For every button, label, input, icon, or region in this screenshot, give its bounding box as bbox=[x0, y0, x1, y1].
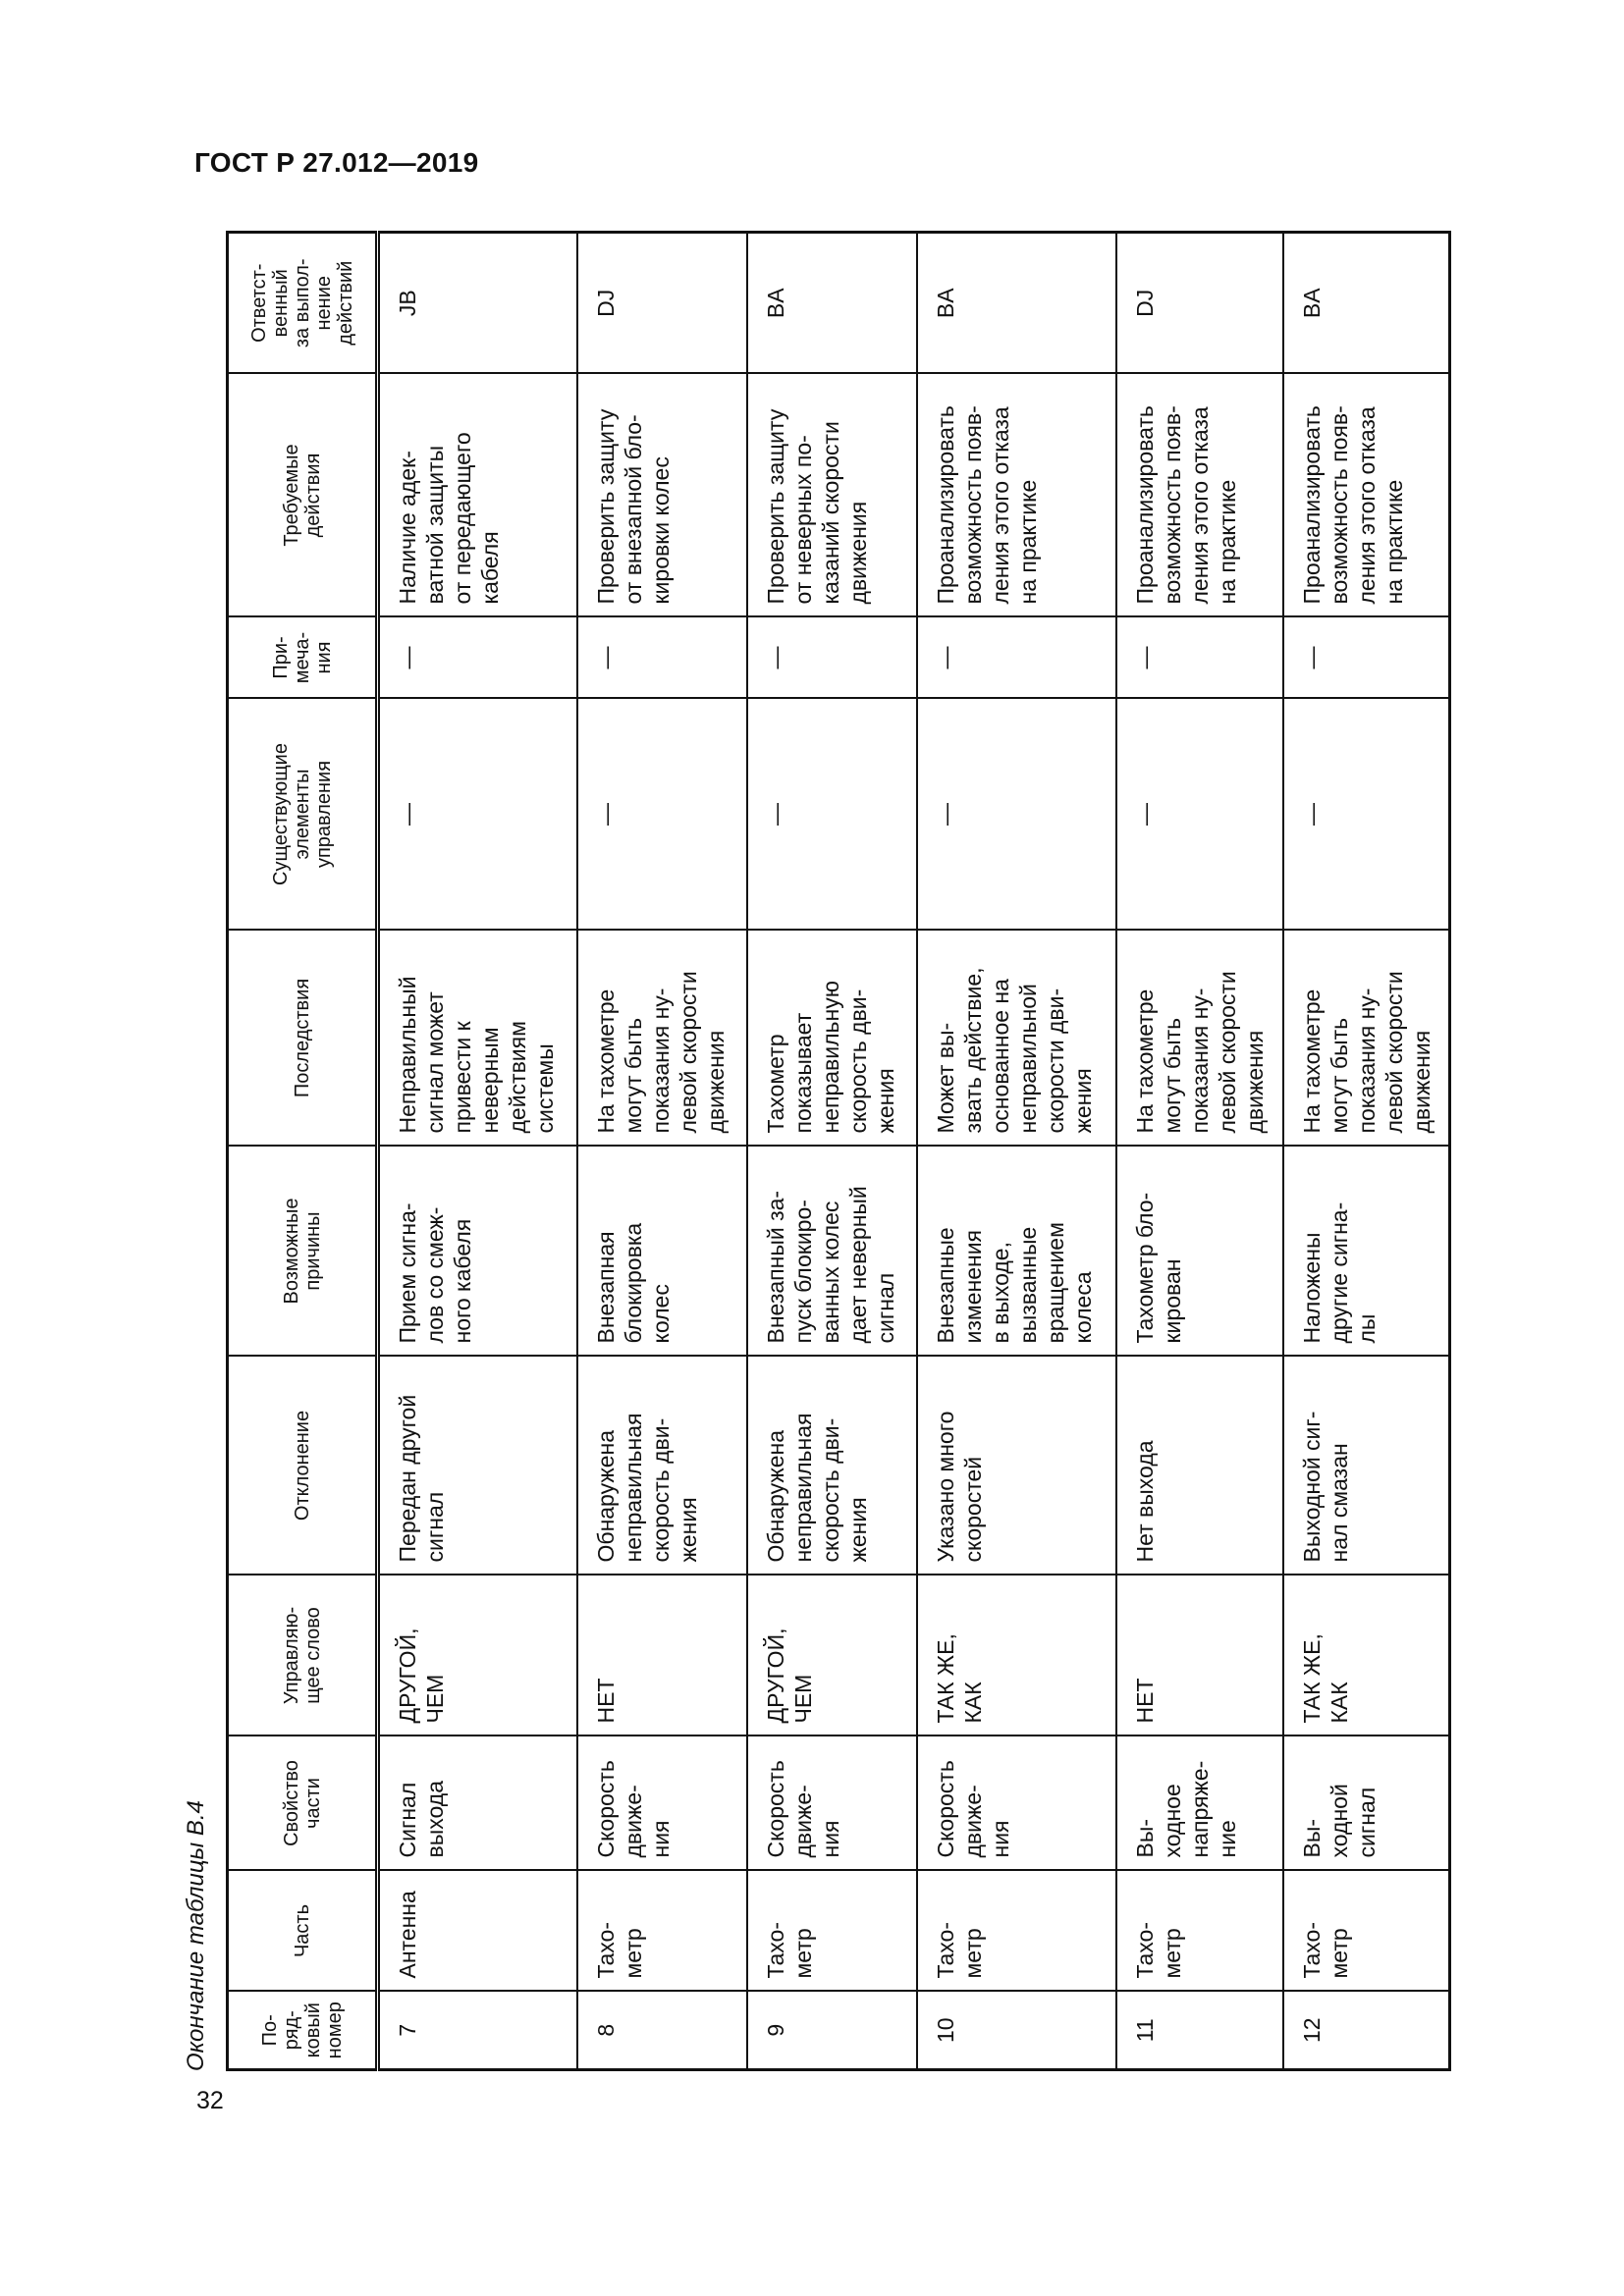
cell-responsible: DJ bbox=[577, 233, 747, 374]
cell-number: 8 bbox=[577, 1992, 747, 2070]
column-header-guide-word: Управляю- щее слово bbox=[228, 1575, 378, 1736]
cell-property: Скорость движе- ния bbox=[917, 1736, 1116, 1871]
cell-required-actions: Проанализировать возможность появ- ления этого отказа на практике bbox=[917, 374, 1116, 617]
cell-property: Скорость движе- ния bbox=[747, 1736, 917, 1871]
cell-number: 10 bbox=[917, 1992, 1116, 2070]
column-header-required-actions: Требуемые действия bbox=[228, 374, 378, 617]
cell-part: Тахо- метр bbox=[577, 1871, 747, 1992]
table-row bbox=[1283, 233, 1450, 2070]
cell-property: Скорость движе- ния bbox=[577, 1736, 747, 1871]
cell-required-actions: Проанализировать возможность появ- ления этого отказа на практике bbox=[1283, 374, 1450, 617]
cell-guide-word: ТАК ЖЕ, КАК bbox=[917, 1575, 1116, 1736]
cell-part: Антенна bbox=[378, 1871, 577, 1992]
table-row bbox=[747, 233, 917, 2070]
cell-consequences: На тахометре могут быть показания ну- левой скорости движения bbox=[577, 931, 747, 1147]
cell-deviation: Выходной сиг- нал смазан bbox=[1283, 1357, 1450, 1575]
cell-responsible: BA bbox=[917, 233, 1116, 374]
cell-consequences: Может вы- звать действие, основанное на неправильной скорости дви- жения bbox=[917, 931, 1116, 1147]
cell-notes: — bbox=[747, 617, 917, 699]
column-header-deviation: Отклонение bbox=[228, 1357, 378, 1575]
cell-deviation: Нет выхода bbox=[1116, 1357, 1283, 1575]
column-header-causes: Возможные причины bbox=[228, 1147, 378, 1357]
cell-existing-controls: — bbox=[577, 699, 747, 931]
rotated-table-frame bbox=[183, 234, 1448, 2071]
cell-consequences: На тахометре могут быть показания ну- левой скорости движения bbox=[1283, 931, 1450, 1147]
cell-causes: Тахометр бло- кирован bbox=[1116, 1147, 1283, 1357]
cell-part: Тахо- метр bbox=[747, 1871, 917, 1992]
cell-guide-word: ДРУГОЙ, ЧЕМ bbox=[747, 1575, 917, 1736]
cell-deviation: Передан другой сигнал bbox=[378, 1357, 577, 1575]
table-caption: Окончание таблицы В.4 bbox=[183, 1800, 209, 2071]
cell-guide-word: НЕТ bbox=[1116, 1575, 1283, 1736]
cell-property: Сигнал выхода bbox=[378, 1736, 577, 1871]
cell-required-actions: Наличие адек- ватной защиты от передающего кабеля bbox=[378, 374, 577, 617]
cell-responsible: BA bbox=[1283, 233, 1450, 374]
cell-number: 9 bbox=[747, 1992, 917, 2070]
cell-existing-controls: — bbox=[747, 699, 917, 931]
cell-causes: Внезапный за- пуск блокиро- ванных колес дает неверный сигнал bbox=[747, 1147, 917, 1357]
cell-required-actions: Проверить защиту от внезапной бло- кировки колес bbox=[577, 374, 747, 617]
column-header-part: Часть bbox=[228, 1871, 378, 1992]
cell-notes: — bbox=[1283, 617, 1450, 699]
cell-deviation: Обнаружена неправильная скорость дви- жения bbox=[747, 1357, 917, 1575]
table-row bbox=[917, 233, 1116, 2070]
document-code: ГОСТ Р 27.012—2019 bbox=[194, 147, 479, 178]
cell-consequences: На тахометре могут быть показания ну- левой скорости движения bbox=[1116, 931, 1283, 1147]
cell-responsible: JB bbox=[378, 233, 577, 374]
cell-notes: — bbox=[577, 617, 747, 699]
cell-causes: Наложены другие сигна- лы bbox=[1283, 1147, 1450, 1357]
column-header-existing-controls: Существующие элементы управления bbox=[228, 699, 378, 931]
cell-number: 7 bbox=[378, 1992, 577, 2070]
cell-causes: Внезапная блокировка колес bbox=[577, 1147, 747, 1357]
cell-consequences: Тахометр показывает неправильную скорость дви- жения bbox=[747, 931, 917, 1147]
cell-number: 11 bbox=[1116, 1992, 1283, 2070]
cell-notes: — bbox=[917, 617, 1116, 699]
column-header-number: По- ряд- ковый номер bbox=[228, 1992, 378, 2070]
cell-required-actions: Проанализировать возможность появ- ления этого отказа на практике bbox=[1116, 374, 1283, 617]
column-header-consequences: Последствия bbox=[228, 931, 378, 1147]
cell-part: Тахо- метр bbox=[1116, 1871, 1283, 1992]
table-row bbox=[1116, 233, 1283, 2070]
rotated-table-container bbox=[183, 234, 1448, 2071]
cell-property: Вы- ходное напряже- ние bbox=[1116, 1736, 1283, 1871]
cell-existing-controls: — bbox=[1116, 699, 1283, 931]
cell-guide-word: ТАК ЖЕ, КАК bbox=[1283, 1575, 1450, 1736]
hazop-table bbox=[226, 231, 1451, 2071]
table-row bbox=[378, 233, 577, 2070]
column-header-notes: При- меча- ния bbox=[228, 617, 378, 699]
table-header-row bbox=[228, 233, 378, 2070]
cell-guide-word: ДРУГОЙ, ЧЕМ bbox=[378, 1575, 577, 1736]
cell-existing-controls: — bbox=[917, 699, 1116, 931]
cell-existing-controls: — bbox=[1283, 699, 1450, 931]
cell-notes: — bbox=[1116, 617, 1283, 699]
cell-notes: — bbox=[378, 617, 577, 699]
cell-deviation: Обнаружена неправильная скорость дви- жения bbox=[577, 1357, 747, 1575]
cell-responsible: DJ bbox=[1116, 233, 1283, 374]
cell-property: Вы- ходной сигнал bbox=[1283, 1736, 1450, 1871]
cell-part: Тахо- метр bbox=[917, 1871, 1116, 1992]
cell-causes: Внезапные изменения в выходе, вызванные вращением колеса bbox=[917, 1147, 1116, 1357]
cell-guide-word: НЕТ bbox=[577, 1575, 747, 1736]
cell-deviation: Указано много скоростей bbox=[917, 1357, 1116, 1575]
cell-responsible: BA bbox=[747, 233, 917, 374]
cell-part: Тахо- метр bbox=[1283, 1871, 1450, 1992]
column-header-property: Свойство части bbox=[228, 1736, 378, 1871]
page-number: 32 bbox=[196, 2087, 224, 2114]
cell-required-actions: Проверить защиту от неверных по- казаний скорости движения bbox=[747, 374, 917, 617]
column-header-responsible: Ответст- венный за выпол- нение действий bbox=[228, 233, 378, 374]
cell-consequences: Неправильный сигнал может привести к неверным действиям системы bbox=[378, 931, 577, 1147]
cell-number: 12 bbox=[1283, 1992, 1450, 2070]
cell-causes: Прием сигна- лов со смеж- ного кабеля bbox=[378, 1147, 577, 1357]
cell-existing-controls: — bbox=[378, 699, 577, 931]
table-row bbox=[577, 233, 747, 2070]
